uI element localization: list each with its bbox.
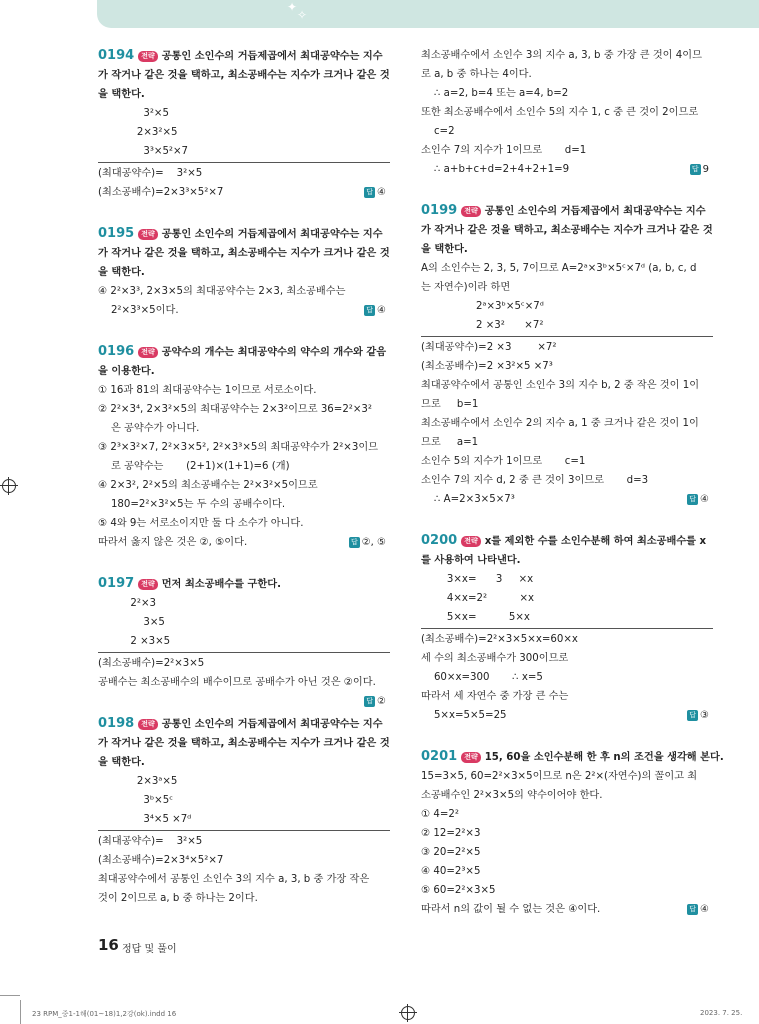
answer: [364, 692, 386, 711]
solution-text: 최소공배수에서 소인수 2의 지수 a, 1 중 크거나 같은 것이 1이: [421, 418, 699, 429]
header-banner: [97, 0, 759, 28]
solution-line: [421, 122, 713, 141]
crop-mark: [20, 1000, 21, 1024]
solution-line: [98, 791, 390, 810]
strategy-text: 을 택한다.: [98, 267, 145, 278]
solution-text: 2×3ᵃ×5: [98, 776, 178, 787]
solution-line: [421, 630, 713, 649]
solution-line: [421, 589, 713, 608]
answer-value: ④: [377, 305, 386, 316]
solution-line: [98, 164, 390, 183]
answer-icon: 답: [689, 495, 697, 503]
solution-line: [98, 495, 390, 514]
solution-line: [98, 263, 390, 282]
strategy-text: 가 작거나 같은 것을 택하고, 최소공배수는 지수가 크거나 같은 것: [421, 225, 713, 236]
solution-text: 로 a, b 중 하나는 4이다.: [421, 69, 532, 80]
solution-line: [421, 433, 713, 452]
solution-line: [98, 772, 390, 791]
solution-line: [98, 123, 390, 142]
solution-line: [98, 244, 390, 263]
strategy-text: 를 사용하여 나타낸다.: [421, 555, 521, 566]
solution-text: ② 2²×3⁴, 2×3²×5의 최대공약수는 2×3²이므로 36=2²×3²: [98, 404, 372, 415]
answer-icon: 답: [350, 538, 358, 546]
solution-line: [421, 357, 713, 376]
solution-text: 은 공약수가 아니다.: [98, 423, 200, 434]
solution-line: [421, 297, 713, 316]
strategy-text: 공약수의 개수는 최대공약수의 약수의 개수와 같음: [161, 347, 387, 358]
strategy-text: 을 이용한다.: [98, 366, 155, 377]
problem: [98, 46, 390, 202]
solution-line: [421, 84, 713, 103]
solution-line: [98, 224, 390, 244]
strategy-tag: 전략: [138, 229, 158, 240]
solution-line: [421, 452, 713, 471]
solution-text: 는 자연수)이라 하면: [421, 282, 511, 293]
solution-text: (최대공약수)= 3²×5: [98, 836, 203, 847]
solution-text: (최대공약수)= 3²×5: [98, 168, 203, 179]
solution-line: [98, 889, 390, 908]
solution-text: 4×x=2² ×x: [421, 593, 535, 604]
solution-line: [98, 419, 390, 438]
solution-text: ⑤ 60=2²×3×5: [421, 885, 496, 896]
solution-line: [421, 881, 713, 900]
strategy-tag: 전략: [138, 579, 158, 590]
solution-text: (최소공배수)=2×3⁴×5²×7: [98, 855, 224, 866]
answer: [687, 490, 709, 509]
solution-line: [98, 810, 390, 829]
problem-number: 0198: [98, 716, 135, 731]
strategy-text: 공통인 소인수의 거듭제곱에서 최대공약수는 지수: [161, 229, 383, 240]
solution-line: [421, 221, 713, 240]
solution-text: (최대공약수)=2 ×3 ×7²: [421, 342, 557, 353]
problem: [421, 531, 713, 725]
solution-line: [98, 851, 390, 870]
solution-line: [98, 46, 390, 66]
strategy-tag: 전략: [461, 752, 481, 763]
solution-text: 므로 a=1: [421, 437, 479, 448]
answer: [690, 160, 709, 179]
divider: [98, 162, 390, 163]
solution-line: [98, 734, 390, 753]
strategy-text: 가 작거나 같은 것을 택하고, 최소공배수는 지수가 크거나 같은 것: [98, 248, 390, 259]
solution-text: 2×3²×5: [98, 127, 178, 138]
solution-text: 또한 최소공배수에서 소인수 5의 지수 1, c 중 큰 것이 2이므로: [421, 107, 699, 118]
solution-text: 15=3×5, 60=2²×3×5이므로 n은 2²×(자연수)의 꼴이고 최: [421, 771, 698, 782]
answer-value: ④: [700, 494, 709, 505]
solution-line: [98, 574, 390, 594]
solution-text: ∴ a+b+c+d=2+4+2+1=9: [421, 164, 570, 175]
answer-value: ②, ⑤: [361, 537, 386, 548]
registration-mark-icon: [401, 1006, 415, 1020]
problem-number: 0194: [98, 48, 135, 63]
page-label: 정답 및 풀이: [122, 944, 177, 955]
solution-line: [421, 160, 713, 179]
solution-line: [98, 457, 390, 476]
solution-line: [421, 608, 713, 627]
strategy-text: 먼저 최소공배수를 구한다.: [161, 579, 281, 590]
strategy-tag: 전략: [138, 347, 158, 358]
solution-text: 것이 2이므로 a, b 중 하나는 2이다.: [98, 893, 258, 904]
solution-line: [421, 278, 713, 297]
solution-text: ② 12=2²×3: [421, 828, 481, 839]
solution-text: c=2: [421, 126, 455, 137]
solution-text: 로 공약수는 (2+1)×(1+1)=6 (개): [98, 461, 290, 472]
solution-line: [421, 900, 713, 919]
strategy-text: x를 제외한 수를 소인수분해 하여 최소공배수를 x: [484, 536, 707, 547]
solution-line: [98, 342, 390, 362]
solution-line: [98, 301, 390, 320]
solution-text: ④ 40=2³×5: [421, 866, 481, 877]
problem-number: 0195: [98, 226, 135, 241]
problem-number: 0201: [421, 749, 458, 764]
solution-text: 따라서 세 자연수 중 가장 큰 수는: [421, 691, 569, 702]
solution-line: [98, 142, 390, 161]
star-icon: ✧: [297, 8, 308, 22]
solution-line: [98, 533, 390, 552]
answer: [364, 301, 386, 320]
solution-text: 최대공약수에서 공통인 소인수 3의 지수 a, 3, b 중 가장 작은: [98, 874, 370, 885]
solution-line: [98, 381, 390, 400]
answer: [687, 706, 709, 725]
answer-icon: 답: [689, 711, 697, 719]
answer-value: ③: [700, 710, 709, 721]
solution-text: ∴ a=2, b=4 또는 a=4, b=2: [421, 88, 569, 99]
solution-line: [98, 714, 390, 734]
solution-line: [98, 400, 390, 419]
crop-mark: [0, 995, 20, 996]
solution-text: 공배수는 최소공배수의 배수이므로 공배수가 아닌 것은 ②이다.: [98, 677, 376, 688]
divider: [421, 628, 713, 629]
solution-text: ∴ A=2×3×5×7³: [421, 494, 515, 505]
solution-text: 소공배수인 2²×3×5의 약수이어야 한다.: [421, 790, 603, 801]
solution-text: 따라서 n의 값이 될 수 없는 것은 ④이다.: [421, 904, 601, 915]
solution-line: [98, 753, 390, 772]
strategy-text: 공통인 소인수의 거듭제곱에서 최대공약수는 지수: [484, 206, 706, 217]
strategy-text: 가 작거나 같은 것을 택하고, 최소공배수는 지수가 크거나 같은 것: [98, 70, 390, 81]
solution-line: [421, 649, 713, 668]
problem: [98, 574, 390, 707]
solution-text: 2 ×3² ×7²: [421, 320, 544, 331]
solution-text: 소인수 5의 지수가 1이므로 c=1: [421, 456, 586, 467]
solution-line: [421, 259, 713, 278]
solution-text: 2 ×3×5: [98, 636, 171, 647]
right-column: [421, 46, 724, 941]
solution-line: [98, 514, 390, 533]
solution-line: [98, 183, 390, 202]
solution-text: 180=2²×3²×5는 두 수의 공배수이다.: [98, 499, 286, 510]
solution-line: [421, 65, 713, 84]
answer: [364, 183, 386, 202]
solution-line: [421, 141, 713, 160]
registration-mark-icon: [2, 479, 16, 493]
problem: [421, 46, 713, 179]
solution-text: 소인수 7의 지수 d, 2 중 큰 것이 3이므로 d=3: [421, 475, 649, 486]
solution-line: [421, 490, 713, 509]
problem: [421, 201, 713, 509]
solution-line: [421, 316, 713, 335]
solution-text: (최소공배수)=2 ×3²×5 ×7³: [421, 361, 553, 372]
star-icon: ✦: [287, 0, 298, 14]
solution-line: [421, 551, 713, 570]
solution-text: ① 4=2²: [421, 809, 459, 820]
strategy-text: 을 택한다.: [98, 89, 145, 100]
answer: [349, 533, 386, 552]
solution-text: 3³×5²×7: [98, 146, 189, 157]
solution-line: [98, 438, 390, 457]
strategy-tag: 전략: [138, 719, 158, 730]
footer-filename: 23 RPM_중1-1해(01~18)1,2강(ok).indd 16: [32, 1010, 177, 1018]
problem: [421, 747, 724, 919]
solution-text: ③ 20=2²×5: [421, 847, 481, 858]
solution-text: 2²×3³×5이다.: [98, 305, 179, 316]
solution-line: [98, 362, 390, 381]
divider: [421, 336, 713, 337]
problem: [98, 342, 390, 552]
solution-line: [421, 843, 713, 862]
page-number: 16: [98, 936, 119, 954]
problem-number: 0200: [421, 533, 458, 548]
strategy-tag: 전략: [461, 206, 481, 217]
solution-line: [421, 805, 713, 824]
solution-line: [421, 414, 713, 433]
solution-text: ⑤ 4와 9는 서로소이지만 둘 다 소수가 아니다.: [98, 518, 304, 529]
solution-text: 5×x= 5×x: [421, 612, 530, 623]
solution-line: [421, 338, 713, 357]
solution-line: [98, 632, 390, 651]
solution-text: 최소공배수에서 소인수 3의 지수 a, 3, b 중 가장 큰 것이 4이므: [421, 50, 702, 61]
divider: [98, 652, 390, 653]
answer-icon: 답: [689, 905, 697, 913]
answer-value: 9: [702, 164, 709, 175]
strategy-text: 공통인 소인수의 거듭제곱에서 최대공약수는 지수: [161, 719, 383, 730]
solution-text: ③ 2³×3²×7, 2²×3×5², 2²×3³×5의 최대공약수가 2²×3이므: [98, 442, 379, 453]
solution-text: (최소공배수)=2×3³×5²×7: [98, 187, 224, 198]
answer-icon: 답: [366, 697, 374, 705]
solution-line: [421, 687, 713, 706]
solution-text: 5×x=5×5=25: [421, 710, 507, 721]
strategy-text: 15, 60을 소인수분해 한 후 n의 조건을 생각해 본다.: [484, 752, 724, 763]
solution-line: [421, 531, 713, 551]
strategy-tag: 전략: [138, 51, 158, 62]
solution-line: [421, 706, 713, 725]
strategy-text: 공통인 소인수의 거듭제곱에서 최대공약수는 지수: [161, 51, 383, 62]
solution-line: [421, 824, 713, 843]
solution-text: A의 소인수는 2, 3, 5, 7이므로 A=2ᵃ×3ᵇ×5ᶜ×7ᵈ (a, b, c, d: [421, 263, 697, 274]
solution-line: [421, 570, 713, 589]
problem: [98, 714, 390, 908]
problem: [98, 224, 390, 320]
solution-line: [98, 673, 390, 692]
divider: [98, 830, 390, 831]
strategy-text: 가 작거나 같은 것을 택하고, 최소공배수는 지수가 크거나 같은 것: [98, 738, 390, 749]
problem-number: 0199: [421, 203, 458, 218]
problem-number: 0197: [98, 576, 135, 591]
answer-value: ④: [377, 187, 386, 198]
solution-text: 따라서 옳지 않은 것은 ②, ⑤이다.: [98, 537, 248, 548]
solution-line: [421, 862, 713, 881]
solution-text: 3⁴×5 ×7ᵈ: [98, 814, 192, 825]
solution-line: [421, 201, 713, 221]
answer-icon: 답: [366, 188, 374, 196]
solution-text: ① 16과 81의 최대공약수는 1이므로 서로소이다.: [98, 385, 317, 396]
solution-line: [98, 85, 390, 104]
answer-value: ②: [377, 696, 386, 707]
solution-line: [421, 786, 713, 805]
solution-text: 세 수의 최소공배수가 300이므로: [421, 653, 569, 664]
solution-text: 2²×3: [98, 598, 156, 609]
solution-text: 므로 b=1: [421, 399, 479, 410]
solution-line: [421, 376, 713, 395]
solution-text: 3×5: [98, 617, 165, 628]
solution-text: 소인수 7의 지수가 1이므로 d=1: [421, 145, 587, 156]
solution-line: [98, 870, 390, 889]
solution-text: (최소공배수)=2²×3×5: [98, 658, 205, 669]
answer: [687, 900, 709, 919]
solution-text: (최소공배수)=2²×3×5×x=60×x: [421, 634, 578, 645]
solution-line: [98, 104, 390, 123]
solution-line: [98, 613, 390, 632]
solution-line: [98, 282, 390, 301]
solution-text: 최대공약수에서 공통인 소인수 3의 지수 b, 2 중 작은 것이 1이: [421, 380, 700, 391]
solution-text: 3×x= 3 ×x: [421, 574, 534, 585]
problem-number: 0196: [98, 344, 135, 359]
solution-text: ④ 2×3², 2²×5의 최소공배수는 2²×3²×5이므로: [98, 480, 318, 491]
solution-line: [421, 668, 713, 687]
solution-line: [421, 747, 724, 767]
solution-line: [421, 46, 713, 65]
footer-date: 2023. 7. 25.: [700, 1009, 743, 1017]
solution-line: [421, 395, 713, 414]
solution-text: 2ᵃ×3ᵇ×5ᶜ×7ᵈ: [421, 301, 544, 312]
solution-line: [421, 471, 713, 490]
strategy-tag: 전략: [461, 536, 481, 547]
strategy-text: 을 택한다.: [98, 757, 145, 768]
solution-line: [98, 476, 390, 495]
solution-line: [98, 594, 390, 613]
solution-line: [421, 240, 713, 259]
solution-text: 3²×5: [98, 108, 169, 119]
solution-line: [98, 654, 390, 673]
solution-line: [98, 66, 390, 85]
solution-line: [421, 103, 713, 122]
solution-line: [98, 832, 390, 851]
left-column: [98, 46, 390, 930]
solution-text: 60×x=300 ∴ x=5: [421, 672, 543, 683]
answer-icon: 답: [691, 165, 699, 173]
answer-icon: 답: [366, 306, 374, 314]
solution-text: ④ 2²×3³, 2×3×5의 최대공약수는 2×3, 최소공배수는: [98, 286, 346, 297]
solution-text: 3ᵇ×5ᶜ: [98, 795, 173, 806]
answer-value: ④: [700, 904, 709, 915]
solution-line: [421, 767, 713, 786]
strategy-text: 을 택한다.: [421, 244, 468, 255]
